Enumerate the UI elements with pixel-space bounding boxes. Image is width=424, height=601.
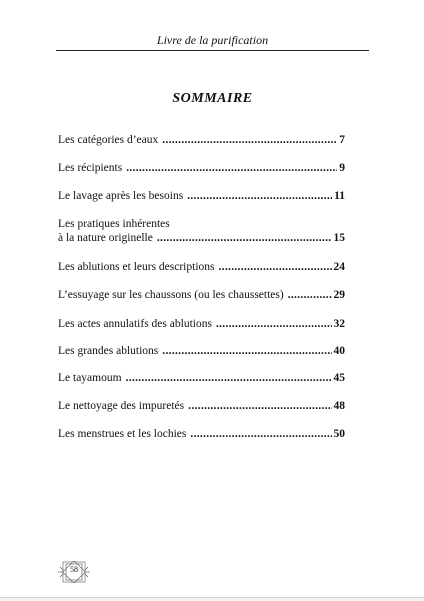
toc-entry-text: Le lavage après les besoins xyxy=(58,190,184,202)
page-edge xyxy=(0,597,424,598)
toc-leader-dots xyxy=(126,371,332,385)
toc-entry-text: Les récipients xyxy=(58,162,123,174)
toc-leader-dots xyxy=(219,260,332,274)
header-rule xyxy=(56,50,369,51)
toc-page-number: 7 xyxy=(339,134,345,146)
toc-leader-dots xyxy=(190,427,331,441)
toc-item xyxy=(58,427,345,441)
toc-page-number: 40 xyxy=(333,345,345,357)
toc-item xyxy=(58,133,345,147)
toc-entry-text: Les menstrues et les lochies xyxy=(58,428,187,440)
toc-entry-text: Les grandes ablutions xyxy=(58,345,159,357)
toc-entry-text: Les actes annulatifs des ablutions xyxy=(58,318,212,330)
toc-entry-text: à la nature originelle xyxy=(58,232,153,244)
toc-item xyxy=(58,288,345,302)
toc-leader-dots xyxy=(288,288,332,302)
toc-page-number: 11 xyxy=(334,190,345,202)
toc-page-number: 50 xyxy=(333,428,345,440)
toc-leader-dots xyxy=(162,344,331,358)
toc-entry-first-line: Les pratiques inhérentes xyxy=(58,218,170,230)
toc-entry-text: Le tayamoum xyxy=(58,372,122,384)
toc-leader-dots xyxy=(188,399,331,413)
page-number-ornament xyxy=(58,561,90,583)
toc-leader-dots xyxy=(162,133,337,147)
toc-page-number: 32 xyxy=(333,318,345,330)
toc-leader-dots xyxy=(126,161,337,175)
toc-leader-dots xyxy=(187,189,332,203)
toc-entry-text: Les catégories d’eaux xyxy=(58,134,159,146)
toc-page-number: 9 xyxy=(339,162,345,174)
toc-item xyxy=(58,344,345,358)
toc-item xyxy=(58,260,345,274)
toc-item xyxy=(58,399,345,413)
toc-leader-dots xyxy=(216,317,332,331)
toc-page-number: 48 xyxy=(333,400,345,412)
toc-item xyxy=(58,217,345,245)
toc-item xyxy=(58,371,345,385)
toc-page-number: 45 xyxy=(333,372,345,384)
toc-entry-text: L’essuyage sur les chaussons (ou les chaussettes) xyxy=(58,289,284,301)
toc-page-number: 29 xyxy=(333,289,345,301)
toc-entry-text: Les ablutions et leurs descriptions xyxy=(58,261,215,273)
running-header: Livre de la purification xyxy=(156,33,269,47)
toc-page-number: 15 xyxy=(333,232,345,244)
toc-item xyxy=(58,317,345,331)
page-title: SOMMAIRE xyxy=(172,91,253,106)
toc-entry-text: Le nettoyage des impuretés xyxy=(58,400,185,412)
toc-page-number: 24 xyxy=(333,261,345,273)
toc-item xyxy=(58,161,345,175)
toc-item xyxy=(58,189,345,203)
toc-leader-dots xyxy=(157,231,332,245)
page-number: 58 xyxy=(70,565,78,574)
